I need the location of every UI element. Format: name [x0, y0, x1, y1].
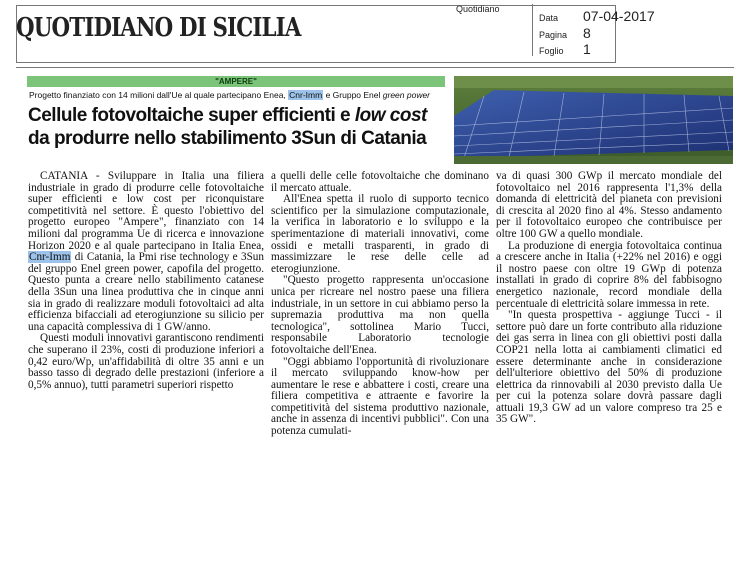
article-column-3 — [496, 171, 722, 426]
section-banner: "AMPERE" — [27, 76, 445, 87]
paragraph: "In questa prospettiva - aggiunge Tucci - il settore può dare un forte contributo alla riduzione dei gas serra in linea con gli obiettivi posti dalla COP21 nella lotta ai cambiamenti climatici ed essere determinante anche in considerazione dell'ulteriore obiettivo del 50% di produzione elettrica da rinnovabili al 2030 previsto dalla Ue per cui la potenza solare dovrà passare dagli attuali 19,3 GW ad un valore compreso tra 25 e 35 GW". — [496, 309, 722, 426]
subtitle — [29, 90, 449, 100]
paragraph: All'Enea spetta il ruolo di supporto tecnico scientifico per la simulazione computazionale, la verifica in laboratorio e lo sviluppo e la sperimentazione di materiali innovativi, come ossidi e metalli trasparenti, in grado di massimizzare le rese delle celle ad eterogiunzione. — [271, 193, 489, 275]
meta-page-key: Pagina — [539, 30, 568, 40]
headline-part-2: da produrre nello stabilimento 3Sun di Catania — [28, 128, 427, 149]
publication-type-label: Quotidiano — [456, 4, 500, 14]
meta-sheet-value: 1 — [583, 41, 591, 57]
paragraph: a quelli delle celle fotovoltaiche che dominano il mercato attuale. — [271, 170, 489, 194]
paragraph: "Oggi abbiamo l'opportunità di rivoluzionare il mercato sviluppando know-how per aumentare le rese e abbattere i costi, creare una filiera competitiva e attraente e favorire la competitività del sistema produttivo nazionale, anche in assenza di incentivi pubblici". Con una potenza cumulati- — [271, 355, 489, 438]
meta-box — [532, 4, 655, 57]
subtitle-italic: green power — [382, 90, 431, 100]
meta-sheet-key: Foglio — [539, 46, 564, 56]
solar-panels-photo — [454, 76, 733, 164]
paragraph — [28, 171, 264, 333]
paragraph: Questi moduli innovativi garantiscono rendimenti che superano il 23%, costi di produzione inferiori a 0,42 euro/Wp, un'affidabilità di oltre 35 anni e un basso tasso di degrado delle prestazioni (inferiore a 0,5% annuo), tutti parametri superiori rispetto — [28, 332, 264, 391]
article-column-1 — [28, 171, 264, 391]
headline-italic: low cost — [354, 105, 427, 126]
headline-part-1: Cellule fotovoltaiche super efficienti e — [28, 105, 355, 126]
paragraph: La produzione di energia fotovoltaica continua a crescere anche in Italia (+22% nel 2016) e oggi il nostro paese con oltre 19 GWp di potenza installati in grado di coprire 8% del fabbisogno energetico nazionale, record mondiale della percentuale di elettricità solare immessa in rete. — [496, 239, 722, 310]
top-rule — [16, 67, 734, 68]
paragraph: va di quasi 300 GWp il mercato mondiale del fotovoltaico nel 2016 rappresenta l'1,3% della domanda di elettricità del pianeta con previsioni di crescita al 2020 fino al 4%. Stesso andamento per il fotovoltaico europeo che contribuisce per oltre 100 GW a quello mondiale. — [496, 170, 722, 240]
meta-date-key: Data — [539, 13, 559, 23]
meta-page-value: 8 — [583, 25, 591, 41]
highlighted-text: Cnr-Imm — [29, 251, 71, 264]
headline — [28, 104, 448, 150]
subtitle-text-2: e Gruppo Enel — [323, 90, 383, 100]
paragraph-text: CATANIA - Sviluppare in Italia una filiera industriale in grado di produrre celle fotovoltaiche super efficienti e low cost per riconquistare competitività nel settore. È questo l'obiettivo del progetto europeo "Ampere", finanziato con 14 milioni dal programma Ue di ricerca e innovazione Horizon 2020 e al quale partecipano in Italia Enea, — [28, 170, 264, 252]
subtitle-text: Progetto finanziato con 14 milioni dall'Ue al quale partecipano Enea, — [29, 90, 289, 100]
masthead: QUOTIDIANO DI SICILIA — [16, 13, 301, 43]
article-column-2 — [271, 171, 489, 438]
meta-date-value: 07-04-2017 — [583, 8, 655, 24]
paragraph-text: di Catania, la Pmi rise technology e 3Sun del gruppo Enel green power, capofila del progetto. Questo punta a creare nello stabilimento catanese della 3Sun una linea produttiva che in cinque anni sia in grado di realizzare moduli fotovoltaici ad alta efficienza bifacciali ad eterogiunzione su silicio per una capacità complessiva di 1 GW/anno. — [28, 251, 264, 333]
paragraph: "Questo progetto rappresenta un'occasione unica per ricreare nel nostro paese una filiera industriale, in un settore in cui abbiamo perso la supremazia produttiva ma non quella tecnologica", sottolinea Mario Tucci, responsabile Laboratorio tecnologie fotovoltaiche dell'Enea. — [271, 274, 489, 356]
subtitle-highlight: Cnr-Imm — [289, 90, 323, 100]
